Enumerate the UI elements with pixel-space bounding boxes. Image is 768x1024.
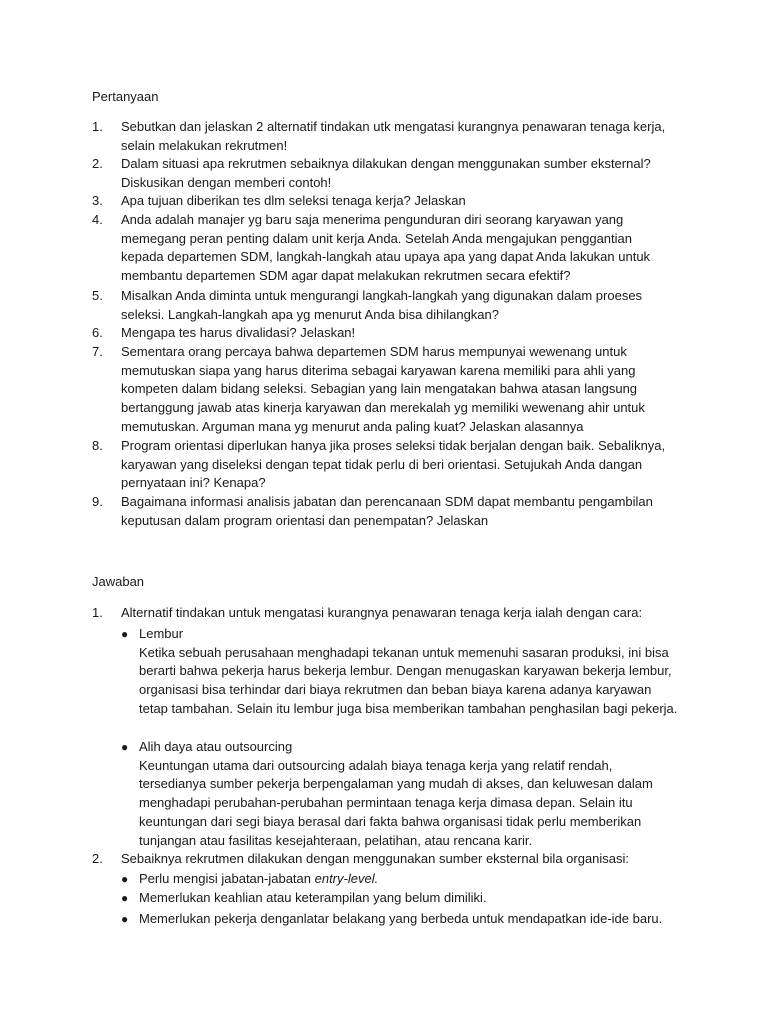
bullet-title: Lembur xyxy=(139,626,184,641)
question-number: 9. xyxy=(92,494,103,509)
question-number: 8. xyxy=(92,438,103,453)
question-item xyxy=(92,437,672,493)
question-text: Mengapa tes harus divalidasi? Jelaskan! xyxy=(121,325,356,340)
question-item xyxy=(92,211,672,286)
question-text: Program orientasi diperlukan hanya jika proses seleksi tidak berjalan dengan baik. Sebaliknya, karyawan yang diseleksi dengan tepat tidak perlu di beri orientasi. Setujukah Anda dangan pernyataan ini? Kenapa? xyxy=(121,438,666,491)
jawaban-heading: Jawaban xyxy=(92,574,145,589)
question-number: 3. xyxy=(92,193,103,208)
answer-bullet xyxy=(121,910,681,929)
question-number: 5. xyxy=(92,288,103,303)
bullet-text: Memerlukan keahlian atau keterampilan yang belum dimiliki. xyxy=(139,890,487,905)
question-item xyxy=(92,324,672,343)
pertanyaan-heading: Pertanyaan xyxy=(92,89,159,104)
bullet-body: Keuntungan utama dari outsourcing adalah biaya tenaga kerja yang relatif rendah, tersedianya sumber pekerja berpengalaman yang mudah di akses, dan keluwesan dalam menghadapi perubahan-perubahan permintaan tenaga kerja dimasa depan. Selain itu keuntungan dari segi biaya berasal dari fakta bahwa organisasi tidak perlu memberikan tunjangan atau fasilitas kesejahteraan, pelatihan, atau rencana karir. xyxy=(139,757,653,848)
question-text: Misalkan Anda diminta untuk mengurangi langkah-langkah yang digunakan dalam proeses seleksi. Langkah-langkah apa yg menurut Anda bisa dihilangkan? xyxy=(121,288,643,322)
question-item xyxy=(92,343,672,437)
question-item xyxy=(92,287,672,324)
question-text: Sementara orang percaya bahwa departemen SDM harus mempunyai wewenang untuk memutuskan siapa yang harus diterima sebagai karyawan karena memiliki para ahli yang kompeten dalam bidang seleksi. Sebagian yang lain mengatakan bahwa atasan langsung bertanggung jawab atas kinerja karyawan dan merekalah yg memiliki wewenang ahir untuk memutuskan. Arguman mana yg menurut anda paling kuat? Jelaskan alasannya xyxy=(121,344,645,434)
question-item xyxy=(92,155,672,192)
answer-item xyxy=(92,604,672,623)
question-text: Sebutkan dan jelaskan 2 alternatif tindakan utk mengatasi kurangnya penawaran tenaga kerja, selain melakukan rekrutmen! xyxy=(121,119,666,153)
bullet-icon: ● xyxy=(121,872,129,886)
bullet-icon: ● xyxy=(121,627,129,641)
answer-number: 2. xyxy=(92,851,103,866)
question-text: Bagaimana informasi analisis jabatan dan perencanaan SDM dapat membantu pengambilan keputusan dalam program orientasi dan penempatan? Jelaskan xyxy=(121,494,653,528)
question-text: Apa tujuan diberikan tes dlm seleksi tenaga kerja? Jelaskan xyxy=(121,193,466,208)
answer-text: Alternatif tindakan untuk mengatasi kurangnya penawaran tenaga kerja ialah dengan cara: xyxy=(121,605,643,620)
bullet-icon: ● xyxy=(121,891,129,905)
question-item xyxy=(92,192,672,211)
bullet-title: Alih daya atau outsourcing xyxy=(139,739,293,754)
bullet-text-prefix: Perlu mengisi jabatan-jabatan xyxy=(139,871,315,886)
answer-bullet xyxy=(121,738,681,850)
question-number: 6. xyxy=(92,325,103,340)
question-item xyxy=(92,118,672,155)
question-number: 2. xyxy=(92,156,103,171)
bullet-icon: ● xyxy=(121,740,129,754)
bullet-body: Ketika sebuah perusahaan menghadapi tekanan untuk memenuhi sasaran produksi, ini bisa berarti bahwa pekerja harus bekerja lembur. Dengan menugaskan karyawan bekerja lembur, organisasi bisa terhindar dari biaya rekrutmen dan beban biaya karena adanya karyawan tetap tambahan. Selain itu lembur juga bisa memberikan tambahan penghasilan bagi pekerja. xyxy=(139,644,678,716)
question-text: Dalam situasi apa rekrutmen sebaiknya dilakukan dengan menggunakan sumber eksternal? Diskusikan dengan memberi contoh! xyxy=(121,156,651,190)
question-number: 7. xyxy=(92,344,103,359)
answer-bullet xyxy=(121,870,681,889)
answer-item xyxy=(92,850,672,869)
question-number: 4. xyxy=(92,212,103,227)
question-number: 1. xyxy=(92,119,103,134)
bullet-icon: ● xyxy=(121,912,129,926)
answer-bullet xyxy=(121,889,681,908)
answer-bullet xyxy=(121,625,681,719)
bullet-text: Memerlukan pekerja denganlatar belakang yang berbeda untuk mendapatkan ide-ide baru. xyxy=(139,911,663,926)
question-text: Anda adalah manajer yg baru saja menerima pengunduran diri seorang karyawan yang memegang peran penting dalam unit kerja Anda. Setelah Anda mengajukan penggantian kepada departemen SDM, langkah-langkah atau upaya apa yang dapat Anda lakukan untuk membantu departemen SDM agar dapat melakukan rekrutmen secara efektif? xyxy=(121,212,651,284)
question-item xyxy=(92,493,672,530)
answer-text: Sebaiknya rekrutmen dilakukan dengan menggunakan sumber eksternal bila organisasi: xyxy=(121,851,630,866)
bullet-text-emphasis: entry-level. xyxy=(314,871,379,886)
bullet-text xyxy=(139,870,681,889)
answer-number: 1. xyxy=(92,605,103,620)
